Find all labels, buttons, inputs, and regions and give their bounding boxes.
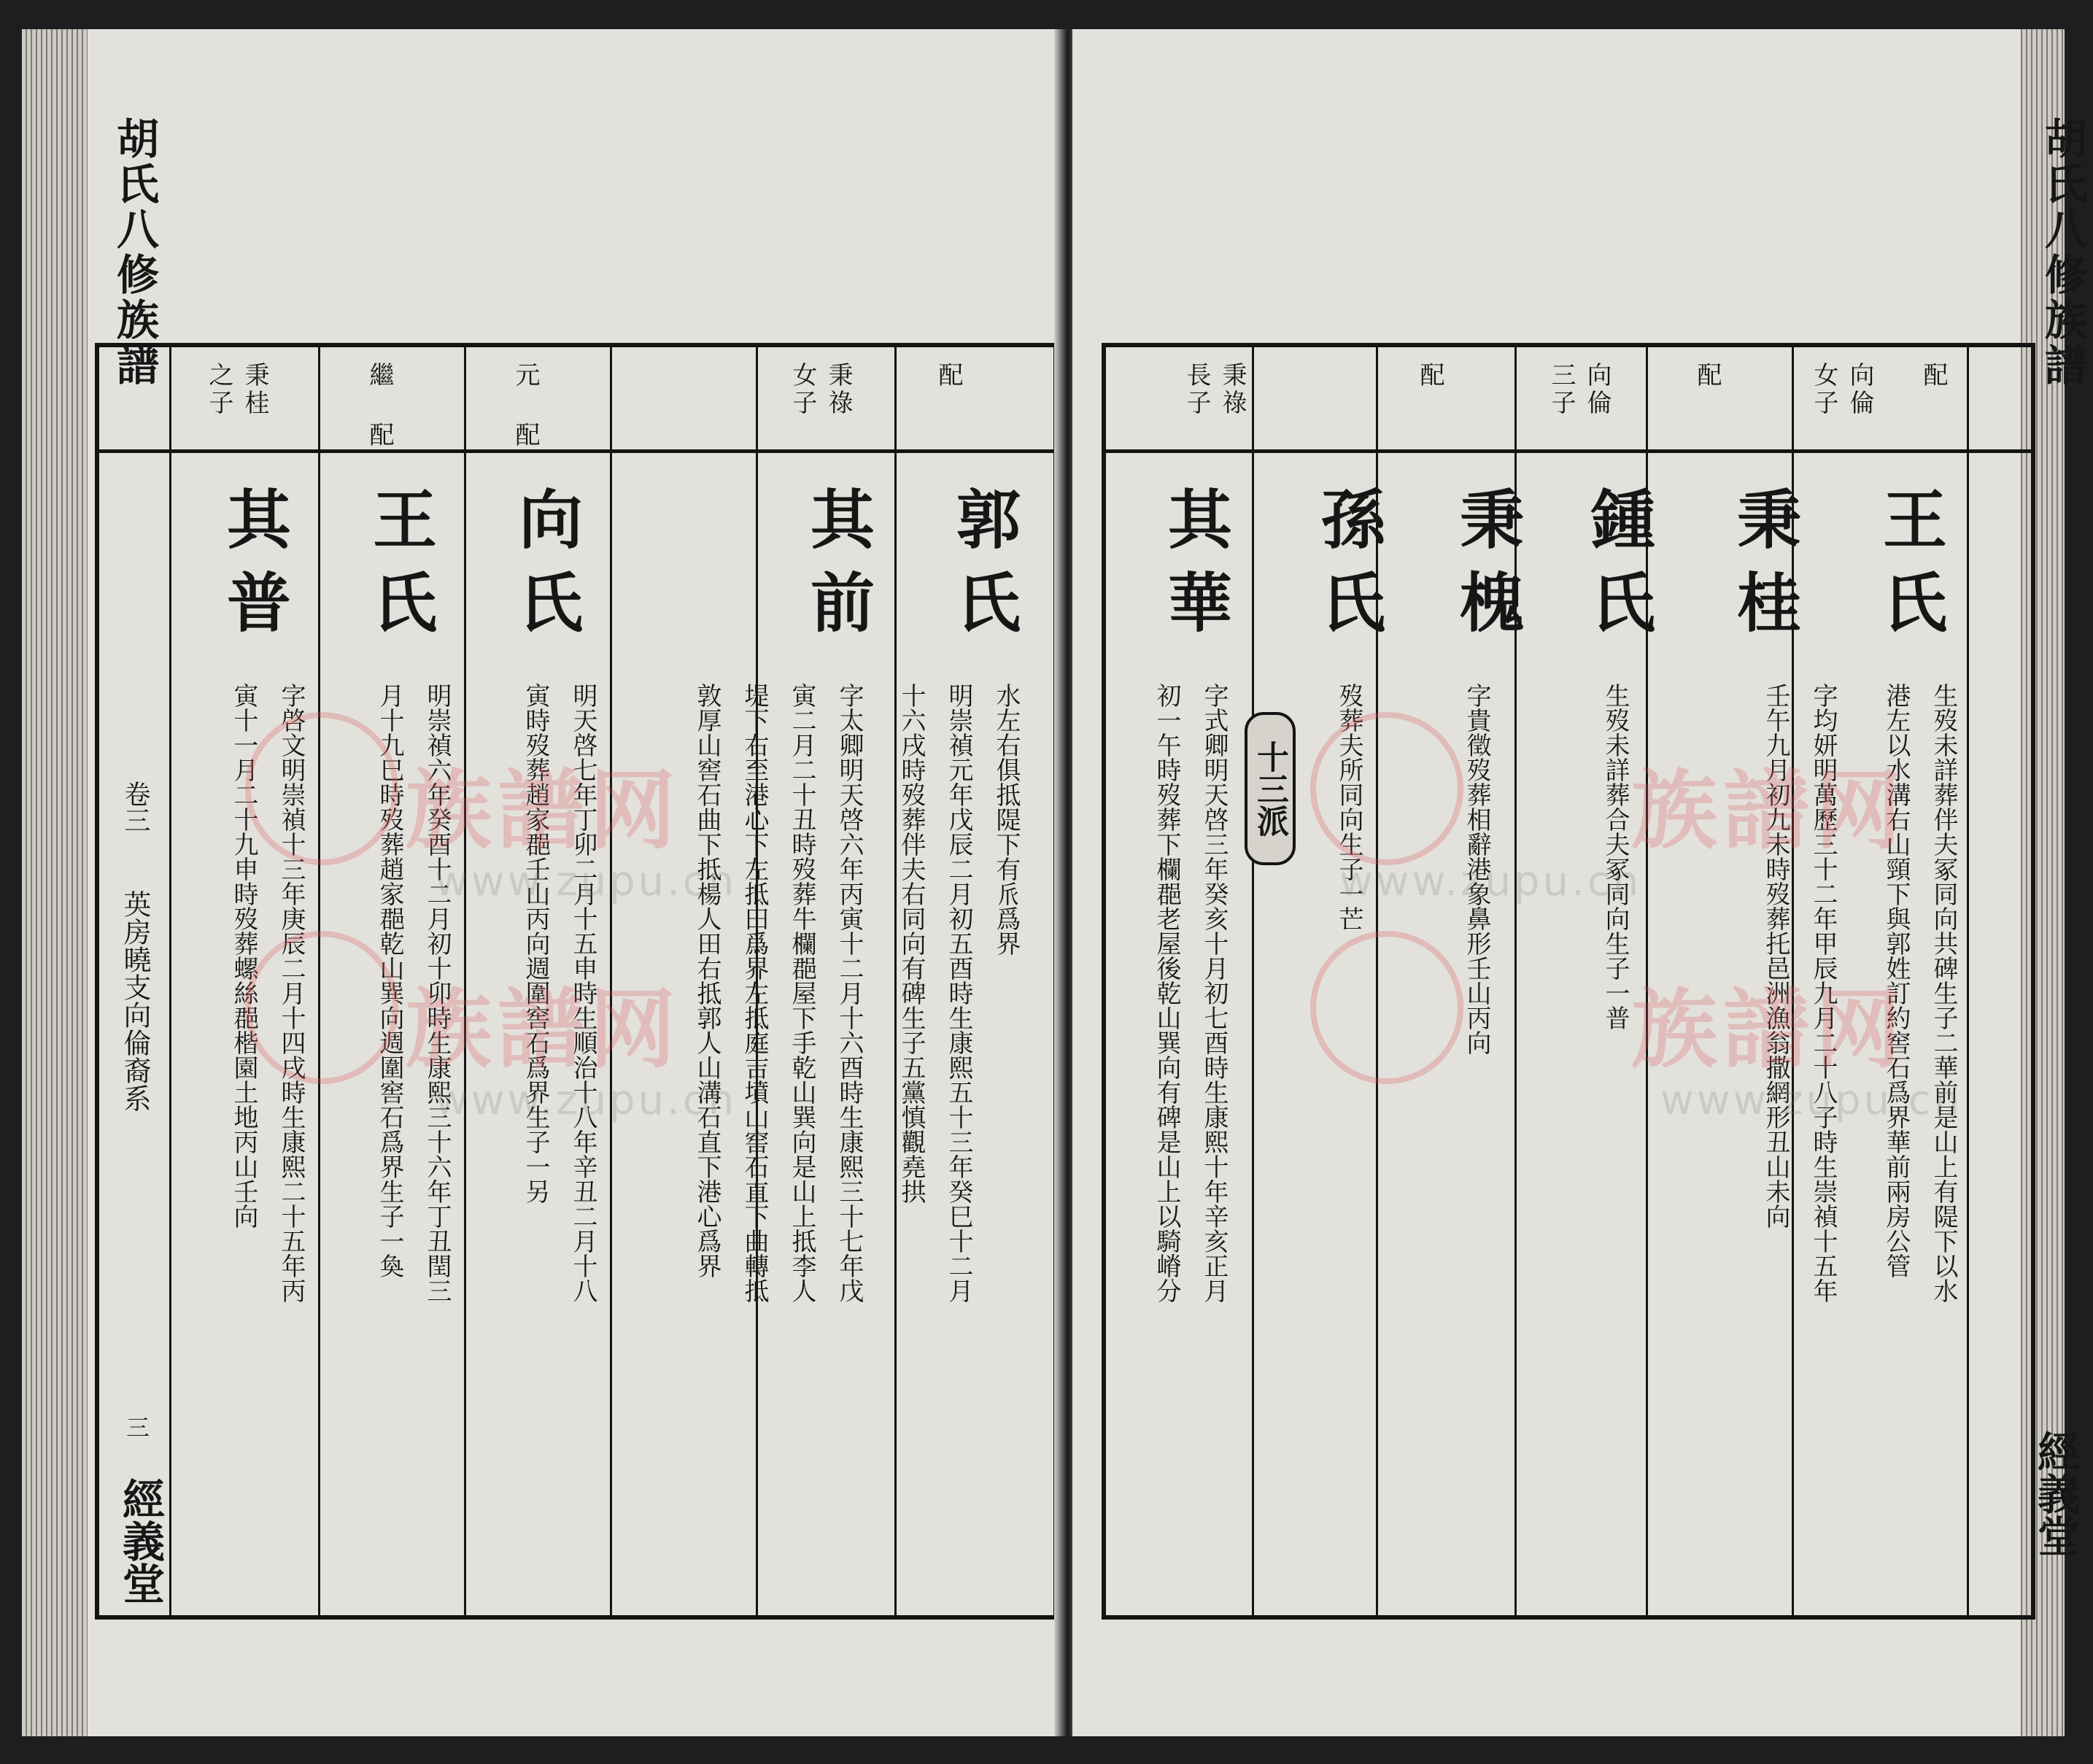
record-text-column: 明崇禎六年癸酉十二月初十卯時生康熙三十六年丁丑閏三 <box>422 683 452 1303</box>
record-text-column: 寅時歿葬趙家𨛦壬山丙向週圍窖石爲界生子一另 <box>521 683 550 1204</box>
person-name: 秉桂 <box>1727 486 1803 652</box>
watermark-brand: 族譜网 <box>406 760 682 861</box>
relation-rule <box>99 449 1053 453</box>
watermark-seal-icon <box>1310 712 1463 865</box>
watermark-url: www.zupu.cn <box>1660 1077 1963 1124</box>
watermark-url: www.zupu.cn <box>1339 858 1642 905</box>
margin-line <box>1967 347 1969 1615</box>
watermark-brand: 族譜网 <box>406 979 682 1080</box>
record-text-column: 字式卿明天啓三年癸亥十月初七酉時生康熙十年辛亥正月 <box>1199 683 1229 1303</box>
relation-label: 配 <box>1692 362 1722 390</box>
record-text-column: 寅二月二十丑時歿葬牛欄𨛦屋下手乾山巽向是山上抵李人 <box>787 683 816 1303</box>
person-name: 王氏 <box>363 486 438 652</box>
relation-label: 秉祿 長子 <box>1182 362 1247 417</box>
person-name: 郭氏 <box>946 486 1022 652</box>
watermark-brand: 族譜网 <box>1631 979 1908 1080</box>
cell-divider <box>1252 347 1254 1615</box>
watermark-seal-icon <box>1310 931 1463 1084</box>
person-name: 鍾氏 <box>1581 486 1657 652</box>
watermark-url: www.zupu.cn <box>435 1077 738 1124</box>
right-genealogy-frame <box>1102 343 2035 1620</box>
record-text-column: 字貴徵歿葬相辭港象鼻形壬山丙向 <box>1462 683 1491 1055</box>
person-name: 其華 <box>1158 486 1234 652</box>
right-hall-name: 經義堂 <box>2030 1430 2080 1557</box>
relation-label: 配 <box>934 362 963 390</box>
relation-label: 配 <box>1415 362 1444 390</box>
record-text-column: 生歿未詳葬合夫冢同向生子一普 <box>1601 683 1630 1030</box>
watermark-seal-icon <box>245 712 398 865</box>
person-name: 孫氏 <box>1311 486 1387 652</box>
relation-label: 元 配 <box>511 362 540 449</box>
relation-label: 秉桂 之子 <box>204 362 269 417</box>
relation-rule <box>1106 449 2031 453</box>
watermark-url: www.zupu.cn <box>435 858 738 905</box>
relation-label: 秉祿 女子 <box>788 362 853 417</box>
person-name: 向氏 <box>508 486 584 652</box>
record-text-column: 港左以水溝右山頸下與郭姓訂約窖石爲界華前兩房公管 <box>1881 683 1911 1278</box>
left-margin-title: 胡氏八修族譜 <box>109 117 159 388</box>
record-text-column: 堤下右至港心下左抵田爲界左抵庭吉墳山窖石直下曲轉抵 <box>740 683 769 1303</box>
record-text-column: 初一午時歿葬下欄𨛦老屋後乾山巽向有碑是山上以騎嵴分 <box>1152 683 1181 1303</box>
record-text-column: 敦厚山窖石曲下抵楊人田右抵郭人山溝石直下港心爲界 <box>692 683 721 1278</box>
relation-label: 向倫 女子 <box>1809 362 1874 417</box>
record-text-column: 字太卿明天啓六年丙寅十二月十六酉時生康熙三十七年戊 <box>835 683 864 1303</box>
person-name: 秉槐 <box>1450 486 1525 652</box>
right-margin-title: 胡氏八修族譜 <box>2038 117 2087 388</box>
record-text-column: 字均妍明萬歷三十二年甲辰九月二十八子時生崇禎十五年 <box>1808 683 1838 1303</box>
open-book <box>22 29 2087 1736</box>
right-page <box>1072 29 2087 1736</box>
record-text-column: 字啓文明崇禎十三年庚辰二月十四戌時生康熙二十五年丙 <box>276 683 306 1303</box>
record-text-column: 水左右俱抵隄下有𠂢爲界 <box>991 683 1021 956</box>
page-edges <box>22 29 88 1736</box>
left-genealogy-frame <box>95 343 1058 1620</box>
left-page-number: 三 <box>123 1415 150 1439</box>
record-text-column: 月十九巳時歿葬趙家𨛦乾山巽向週圍窖石爲界生子一奐 <box>375 683 404 1278</box>
relation-label: 繼 配 <box>365 362 394 449</box>
left-page <box>22 29 1065 1736</box>
record-text-column: 歿葬夫所同向生子一芒 <box>1334 683 1363 931</box>
record-text-column: 生歿未詳葬伴夫冢同向共碑生子二華前是山上有隄下以水 <box>1929 683 1958 1303</box>
relation-label: 向倫 三子 <box>1547 362 1612 417</box>
watermark-brand: 族譜网 <box>1631 760 1908 861</box>
record-text-column: 明崇禎元年戊辰二月初五酉時生康熙五十三年癸巳十二月 <box>944 683 973 1303</box>
record-text-column: 壬午九月初九未時歿葬托邑洲漁翁撒網形丑山未向 <box>1761 683 1790 1229</box>
left-hall-name: 經義堂 <box>115 1477 165 1604</box>
relation-label: 配 <box>1919 362 1948 390</box>
watermark-seal-icon <box>245 931 398 1084</box>
person-name: 其前 <box>800 486 876 652</box>
left-lineage-title: 英房曉支向倫裔系 <box>119 890 151 1112</box>
record-text-column: 十六戌時歿葬伴夫右同向有碑生子五黨慎觀堯拱 <box>897 683 926 1204</box>
margin-line <box>169 347 171 1615</box>
person-name: 王氏 <box>1873 486 1949 652</box>
person-name: 其普 <box>217 486 293 652</box>
left-volume-label: 卷三 <box>120 781 150 833</box>
record-text-column: 寅十一月二十九申時歿葬螺絲𨛦楷園土地丙山壬向 <box>229 683 258 1229</box>
record-text-column: 明天啓七年丁卯二月十五申時生順治十八年辛丑二月十八 <box>568 683 597 1303</box>
generation-stamp: 十三派 <box>1245 712 1296 865</box>
